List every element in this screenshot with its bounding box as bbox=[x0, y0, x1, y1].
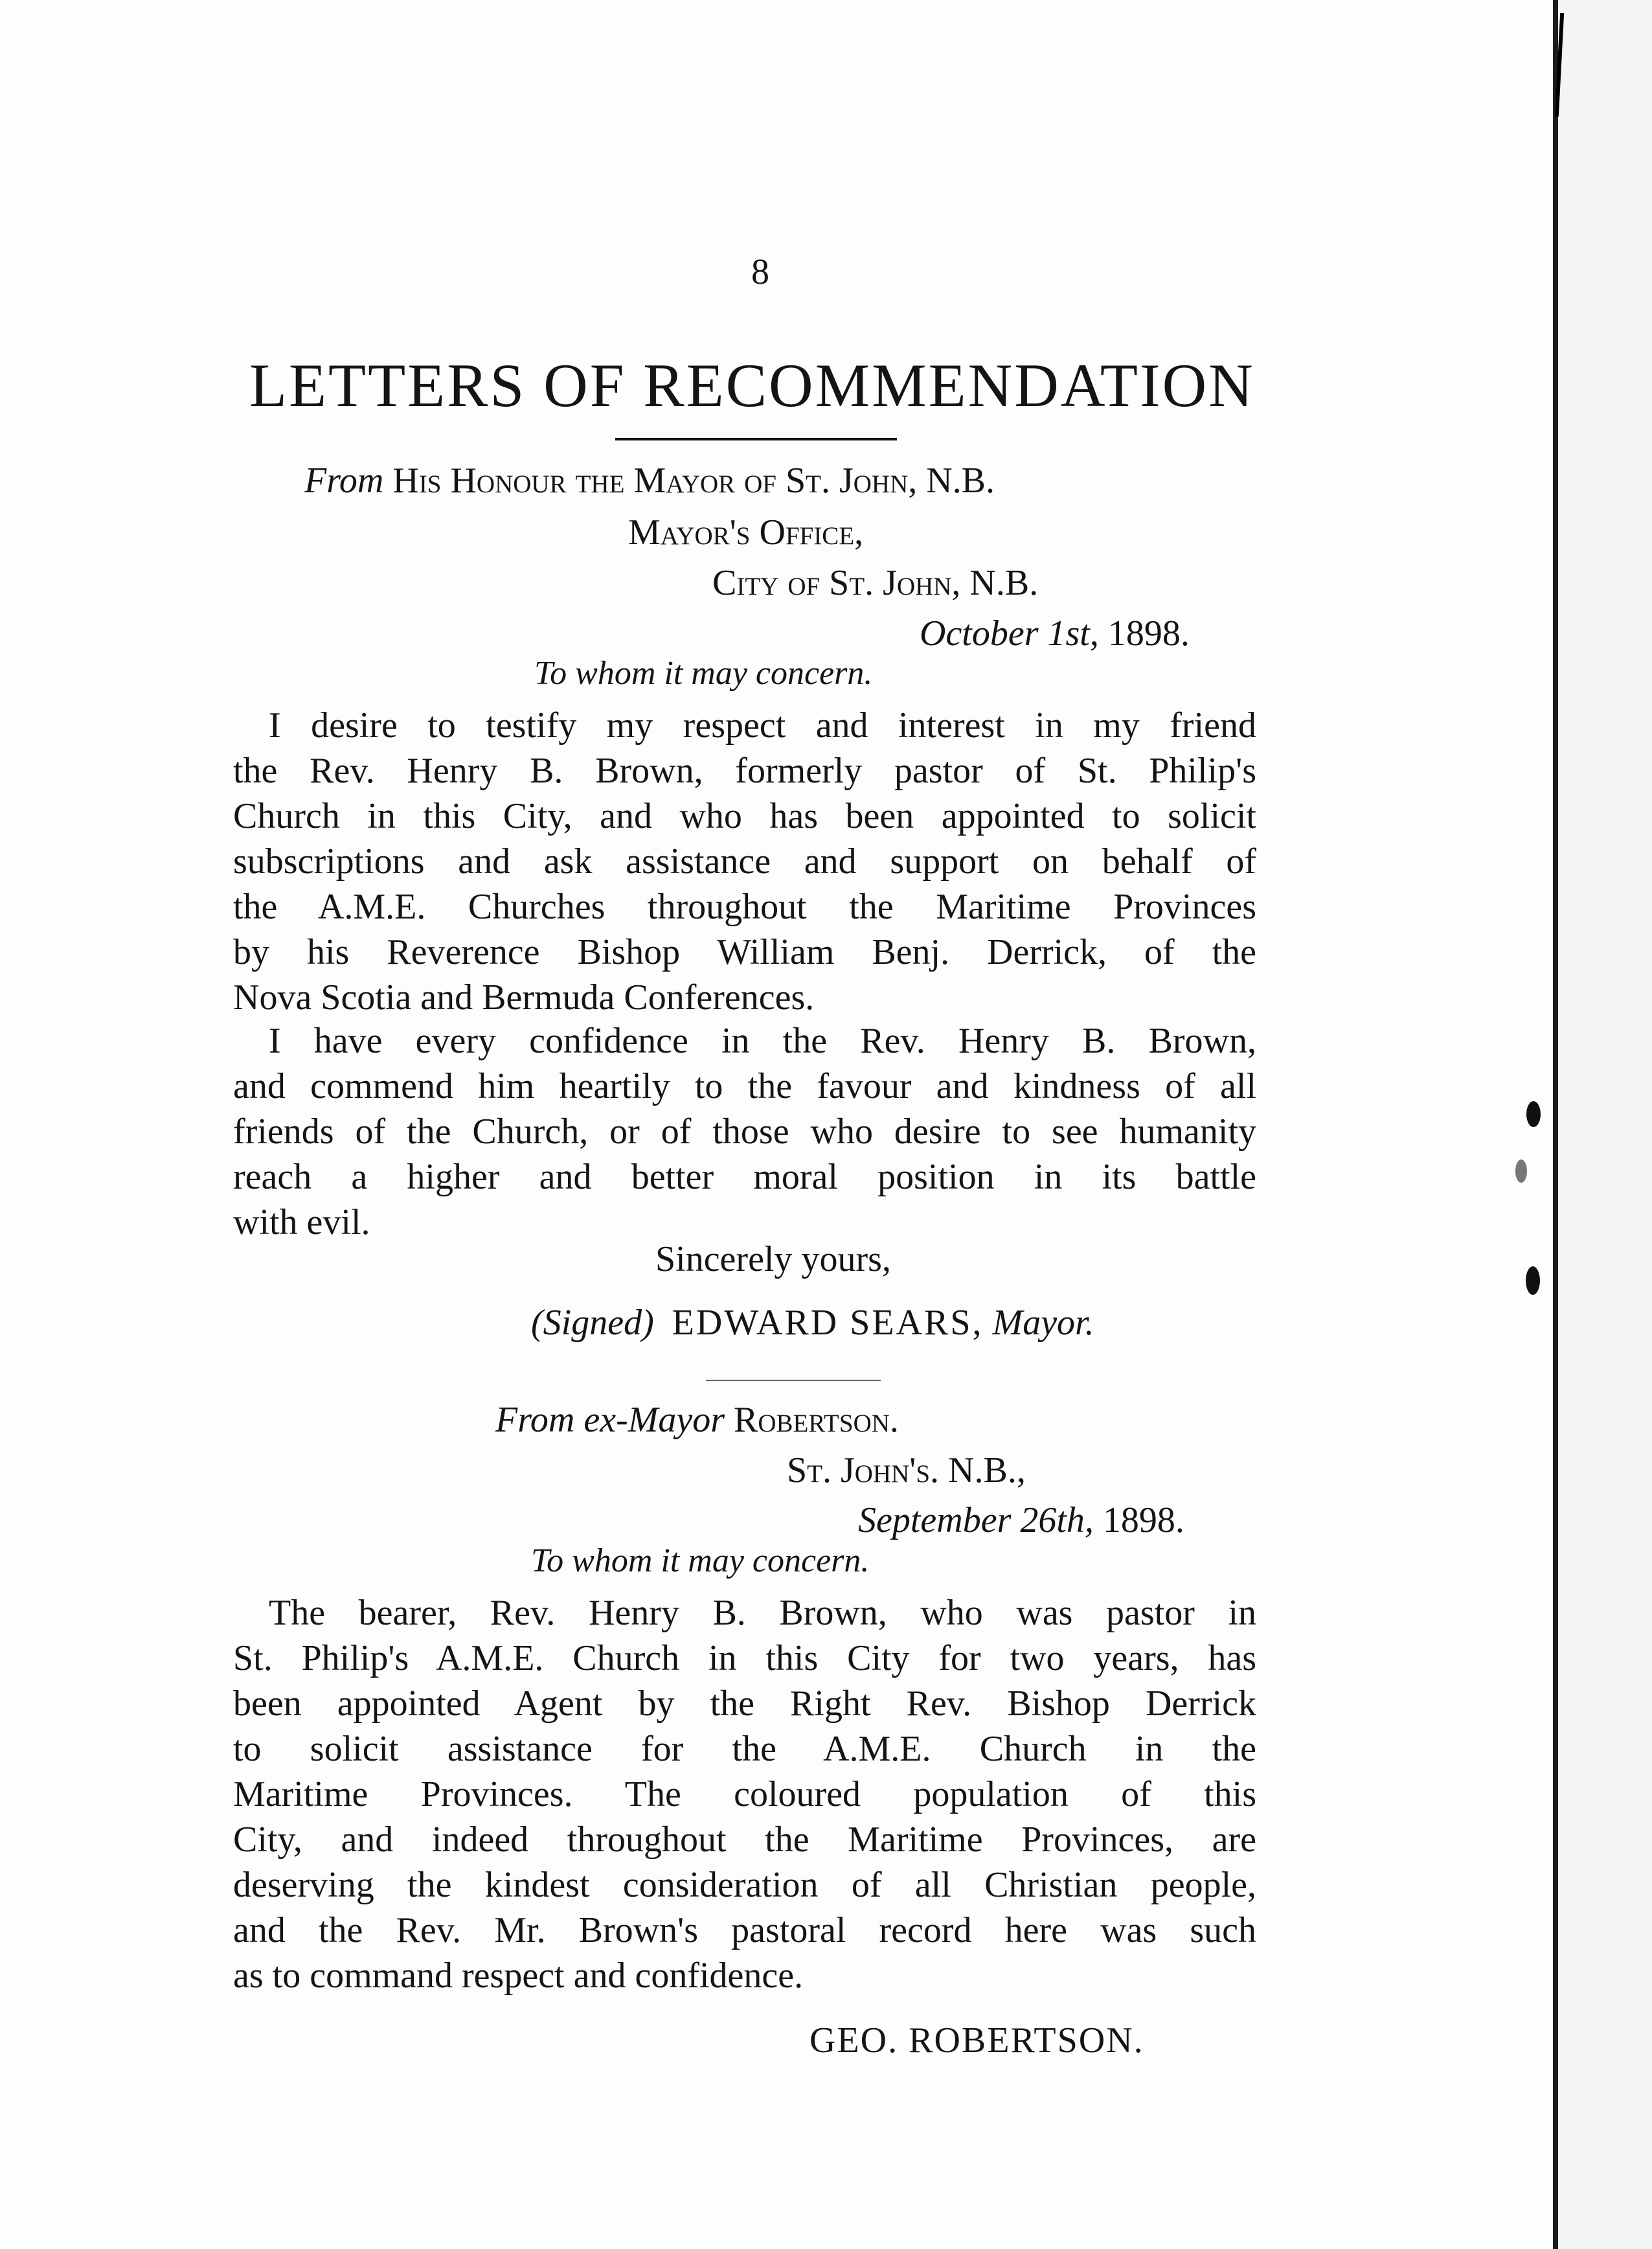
letter2-date bbox=[858, 1500, 1184, 1541]
page-gutter-shadow bbox=[1553, 0, 1558, 2249]
letter2-place: St. John's. N.B., bbox=[787, 1450, 1026, 1490]
text-line: and the Rev. Mr. Brown's pastoral record here was such bbox=[233, 1910, 1256, 1950]
letter2-from-prefix: From ex-Mayor bbox=[495, 1400, 725, 1440]
text-line: with evil. bbox=[233, 1202, 370, 1242]
letter1-date-month: October bbox=[920, 613, 1039, 654]
text-line: subscriptions and ask assistance and support on behalf of bbox=[233, 841, 1256, 882]
text-line: by his Reverence Bishop William Benj. Derrick, of the bbox=[233, 932, 1256, 972]
text-line: St. Philip's A.M.E. Church in this City for two years, has bbox=[233, 1638, 1256, 1678]
text-line: and commend him heartily to the favour and kindness of all bbox=[233, 1066, 1256, 1106]
page-title: LETTERS OF RECOMMENDATION bbox=[249, 351, 1255, 420]
letter1-signature bbox=[531, 1302, 1094, 1343]
facing-page-edge bbox=[1558, 0, 1652, 2249]
letter1-salutation: To whom it may concern. bbox=[534, 655, 873, 692]
letter2-from-name: Robertson. bbox=[734, 1400, 899, 1440]
section-divider bbox=[706, 1380, 881, 1381]
text-line: City, and indeed throughout the Maritime Provinces, are bbox=[233, 1820, 1256, 1860]
text-line: the A.M.E. Churches throughout the Maritime Provinces bbox=[233, 887, 1256, 927]
signer-title: Mayor. bbox=[992, 1303, 1094, 1343]
letter1-from-prefix: From bbox=[304, 461, 384, 501]
text-line: reach a higher and better moral position in its battle bbox=[233, 1157, 1256, 1197]
letter1-closing: Sincerely yours, bbox=[655, 1239, 891, 1279]
letter1-date-year: 1898. bbox=[1107, 613, 1190, 654]
letter2-signer: GEO. ROBERTSON. bbox=[809, 2020, 1144, 2061]
letter1-paragraph-2 bbox=[233, 1018, 1256, 1245]
text-line: to solicit assistance for the A.M.E. Church in the bbox=[233, 1729, 1256, 1769]
text-line: Maritime Provinces. The coloured population of this bbox=[233, 1774, 1256, 1814]
letter1-city: City of St. John, N.B. bbox=[712, 563, 1039, 603]
signer-name: EDWARD SEARS, bbox=[672, 1303, 984, 1343]
letter1-from-line bbox=[304, 460, 995, 501]
text-line: Nova Scotia and Bermuda Conferences. bbox=[233, 977, 815, 1018]
ink-blot bbox=[1526, 1266, 1540, 1295]
title-divider bbox=[615, 438, 897, 440]
ink-blot bbox=[1526, 1101, 1541, 1127]
ink-blot bbox=[1515, 1159, 1527, 1183]
letter2-date-month-day: September 26th, bbox=[858, 1500, 1094, 1540]
text-line: been appointed Agent by the Right Rev. Bishop Derrick bbox=[233, 1684, 1256, 1724]
text-line: I have every confidence in the Rev. Henry B. Brown, bbox=[269, 1021, 1256, 1061]
letter2-paragraph-1 bbox=[233, 1590, 1256, 1998]
text-line: Church in this City, and who has been appointed to solicit bbox=[233, 796, 1256, 836]
text-line: I desire to testify my respect and interest in my friend bbox=[269, 705, 1256, 746]
letter2-salutation: To whom it may concern. bbox=[531, 1542, 870, 1579]
letter2-date-year: 1898. bbox=[1102, 1500, 1184, 1540]
letter1-office: Mayor's Office, bbox=[628, 512, 864, 553]
letter1-from-text: His Honour the Mayor of St. John, N.B. bbox=[392, 461, 995, 501]
text-line: The bearer, Rev. Henry B. Brown, who was pastor in bbox=[269, 1593, 1256, 1633]
text-line: friends of the Church, or of those who desire to see humanity bbox=[233, 1112, 1256, 1152]
letter1-date: October 1st, 1898. bbox=[920, 613, 1190, 654]
text-line: deserving the kindest consideration of all Christian people, bbox=[233, 1865, 1256, 1905]
letter1-paragraph-1 bbox=[233, 703, 1256, 1020]
page-number: 8 bbox=[751, 252, 769, 292]
text-line: the Rev. Henry B. Brown, formerly pastor of St. Philip's bbox=[233, 751, 1256, 791]
letter2-from-line bbox=[495, 1399, 899, 1441]
signed-label: (Signed) bbox=[531, 1303, 654, 1343]
letter1-date-day: 1st bbox=[1047, 613, 1090, 654]
text-line: as to command respect and confidence. bbox=[233, 1956, 804, 1996]
